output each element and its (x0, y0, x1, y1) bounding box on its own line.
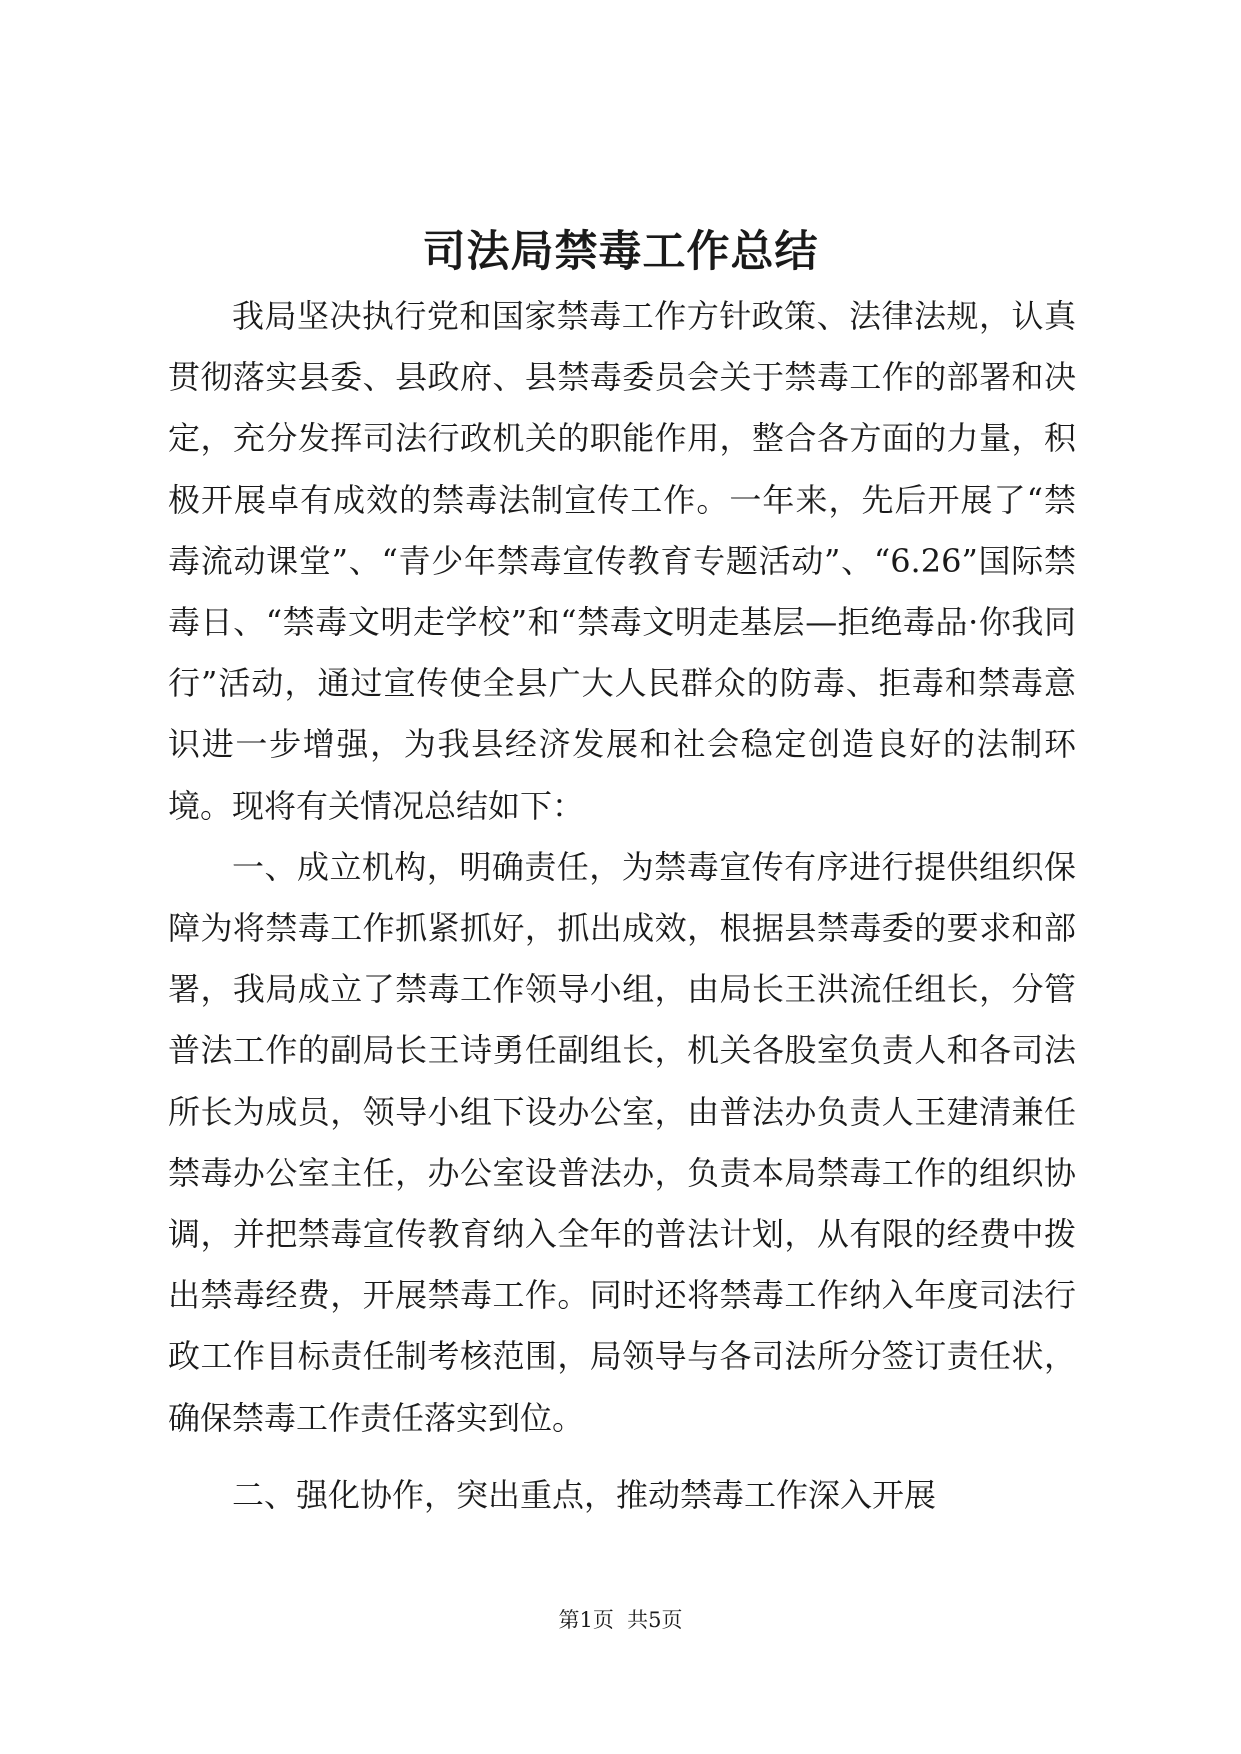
footer-page-mid: 页 共 (592, 1608, 649, 1632)
footer-page-current: 1 (579, 1608, 593, 1632)
paragraph-section-one: 一、成立机构，明确责任，为禁毒宣传有序进行提供组织保障为将禁毒工作抓紧抓好，抓出成效，根据县禁毒委的要求和部署，我局成立了禁毒工作领导小组，由局长王洪流任组长，分管普法工作的副局长王诗勇任副组长，机关各股室负责人和各司法所长为成员，领导小组下设办公室，由普法办负责人王建清兼任禁毒办公室主任，办公室设普法办，负责本局禁毒工作的组织协调，并把禁毒宣传教育纳入全年的普法计划，从有限的经费中拨出禁毒经费，开展禁毒工作。同时还将禁毒工作纳入年度司法行政工作目标责任制考核范围，局领导与各司法所分签订责任状，确保禁毒工作责任落实到位。 (168, 847, 1076, 1437)
document-title: 司法局禁毒工作总结 (422, 227, 819, 277)
page-number-footer (0, 1605, 1241, 1635)
footer-page-prefix: 第 (558, 1608, 580, 1632)
document-body (168, 286, 1076, 1526)
paragraph-intro: 我局坚决执行党和国家禁毒工作方针政策、法律法规，认真贯彻落实县委、县政府、县禁毒委员会关于禁毒工作的部署和决定，充分发挥司法行政机关的职能作用，整合各方面的力量，积极开展卓有成效的禁毒法制宣传工作。一年来，先后开展了“禁毒流动课堂”、“青少年禁毒宣传教育专题活动”、“6.26”国际禁毒日、“禁毒文明走学校”和“禁毒文明走基层—拒绝毒品·你我同行”活动，通过宣传使全县广大人民群众的防毒、拒毒和禁毒意识进一步增强，为我县经济发展和社会稳定创造良好的法制环境。现将有关情况总结如下： (168, 297, 1076, 825)
footer-page-total: 5 (648, 1608, 662, 1632)
paragraph-section-two-heading: 二、强化协作，突出重点，推动禁毒工作深入开展 (232, 1475, 937, 1514)
footer-page-suffix: 页 (661, 1608, 683, 1632)
